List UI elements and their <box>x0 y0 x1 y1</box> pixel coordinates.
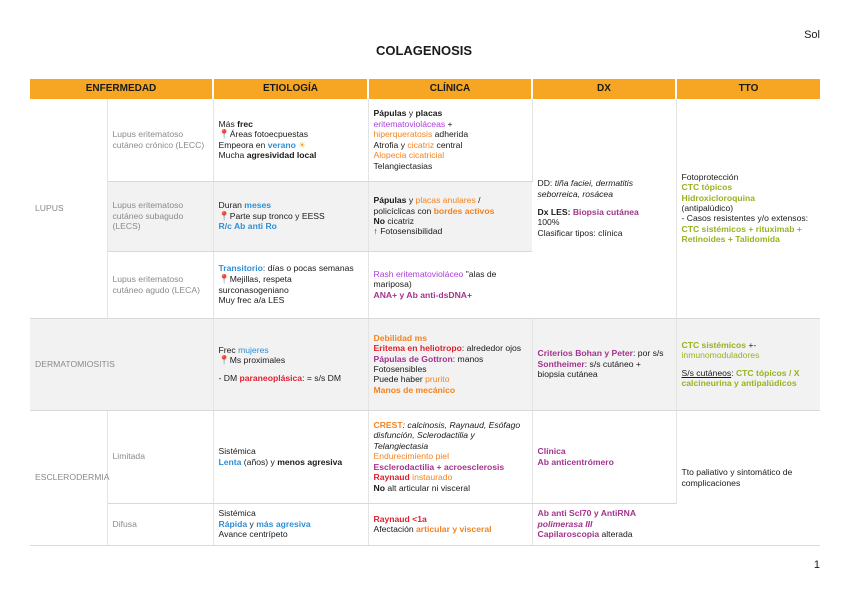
table-header-row <box>30 79 820 99</box>
table-row <box>30 410 820 503</box>
table-row <box>30 318 820 410</box>
subtype-difusa: Difusa <box>107 503 213 545</box>
table-row <box>30 99 820 181</box>
pin-icon: 📍 <box>218 273 230 284</box>
clinic-difusa: Raynaud <1a Afectación articular y visceral <box>368 503 532 545</box>
column-header-etiologia: ETIOLOGÍA <box>213 79 368 99</box>
column-header-clinica: CLÍNICA <box>368 79 532 99</box>
dx-difusa: Ab anti Scl70 y AntiRNA polimerasa III Capilaroscopia alterada <box>532 503 676 545</box>
clinic-lecs: Pápulas y placas anulares / policíclicas con bordes activos No cicatriz ↑ Fotosensibilidad <box>368 181 532 251</box>
clinic-lecc: Pápulas y placas eritematovioláceas + hiperqueratosis adherida Atrofia y cicatriz central Alopecia cicatricial Telangiectasias <box>368 99 532 181</box>
page-title: COLAGENOSIS <box>375 43 473 58</box>
tto-dermatomiositis: CTC sistémicos +- inmunomoduladores S/s cutáneos: CTC tópicos / X calcineurina y antipalúdicos <box>676 318 820 410</box>
sun-icon: ☀ <box>298 139 307 150</box>
clinic-limitada: CREST: calcinosis, Raynaud, Esófago disfunción, Sclerodactilia y Telangiectasia Endurecimiento piel Esclerodactilia + acroesclerosis Raynaud instaurado No alt articular ni visceral <box>368 410 532 503</box>
tto-lupus: Fotoprotección CTC tópicos Hidroxicloroquina (antipalúdico) - Casos resistentes y/o extensos: CTC sistémicos + rituximab + Retinoides + Talidomida <box>676 99 820 318</box>
dx-dermatomiositis: Criterios Bohan y Peter: por s/s Sontheimer: s/s cutáneo + biopsia cutánea <box>532 318 676 410</box>
colagenosis-table <box>30 79 820 546</box>
column-header-tto: TTO <box>676 79 820 99</box>
clinic-leca: Rash eritematovioláceo "alas de mariposa) ANA+ y Ab anti-dsDNA+ <box>368 251 532 318</box>
etiology-lecc: Más frec 📍Áreas fotoecpuestas Empeora en verano ☀ Mucha agresividad local <box>213 99 368 181</box>
tto-esclerodermia: Tto paliativo y sintomático de complicaciones <box>676 410 820 545</box>
etiology-leca: Transitorio: días o pocas semanas 📍Mejillas, respeta surconasogeniano Muy frec a/a LES <box>213 251 368 318</box>
etiology-dermatomiositis: Frec mujeres 📍Ms proximales - DM paraneoplásica: = s/s DM <box>213 318 368 410</box>
page-number: 1 <box>813 559 820 571</box>
dx-lupus: DD: tiña faciei, dermatitis seborreica, rosácea Dx LES: Biopsia cutánea 100% Clasificar tipos: clínica <box>532 99 676 318</box>
subtype-lecs: Lupus eritematoso cutáneo subagudo (LECS) <box>107 181 213 251</box>
pin-icon: 📍 <box>218 129 230 140</box>
arrow-up-icon: ↑ <box>373 226 381 237</box>
dx-limitada: Clínica Ab anticentrómero <box>532 410 676 503</box>
column-header-enfermedad: ENFERMEDAD <box>30 79 213 99</box>
clinic-dermatomiositis: Debilidad ms Eritema en heliotropo: alrededor ojos Pápulas de Gottron: manos Fotosensibles Puede haber prurito Manos de mecánico <box>368 318 532 410</box>
disease-esclerodermia: ESCLERODERMIA <box>30 410 107 545</box>
pin-icon: 📍 <box>218 210 230 221</box>
disease-lupus: LUPUS <box>30 99 107 318</box>
subtype-leca: Lupus eritematoso cutáneo agudo (LECA) <box>107 251 213 318</box>
subtype-lecc: Lupus eritematoso cutáneo crónico (LECC) <box>107 99 213 181</box>
etiology-limitada: Sistémica Lenta (años) y menos agresiva <box>213 410 368 503</box>
disease-dermatomiositis: DERMATOMIOSITIS <box>30 318 213 410</box>
etiology-difusa: Sistémica Rápida y más agresiva Avance centrípeto <box>213 503 368 545</box>
subtype-limitada: Limitada <box>107 410 213 503</box>
author-label: Sol <box>804 29 820 41</box>
pin-icon: 📍 <box>218 355 230 366</box>
column-header-dx: DX <box>532 79 676 99</box>
etiology-lecs: Duran meses 📍Parte sup tronco y EESS R/c Ab anti Ro <box>213 181 368 251</box>
